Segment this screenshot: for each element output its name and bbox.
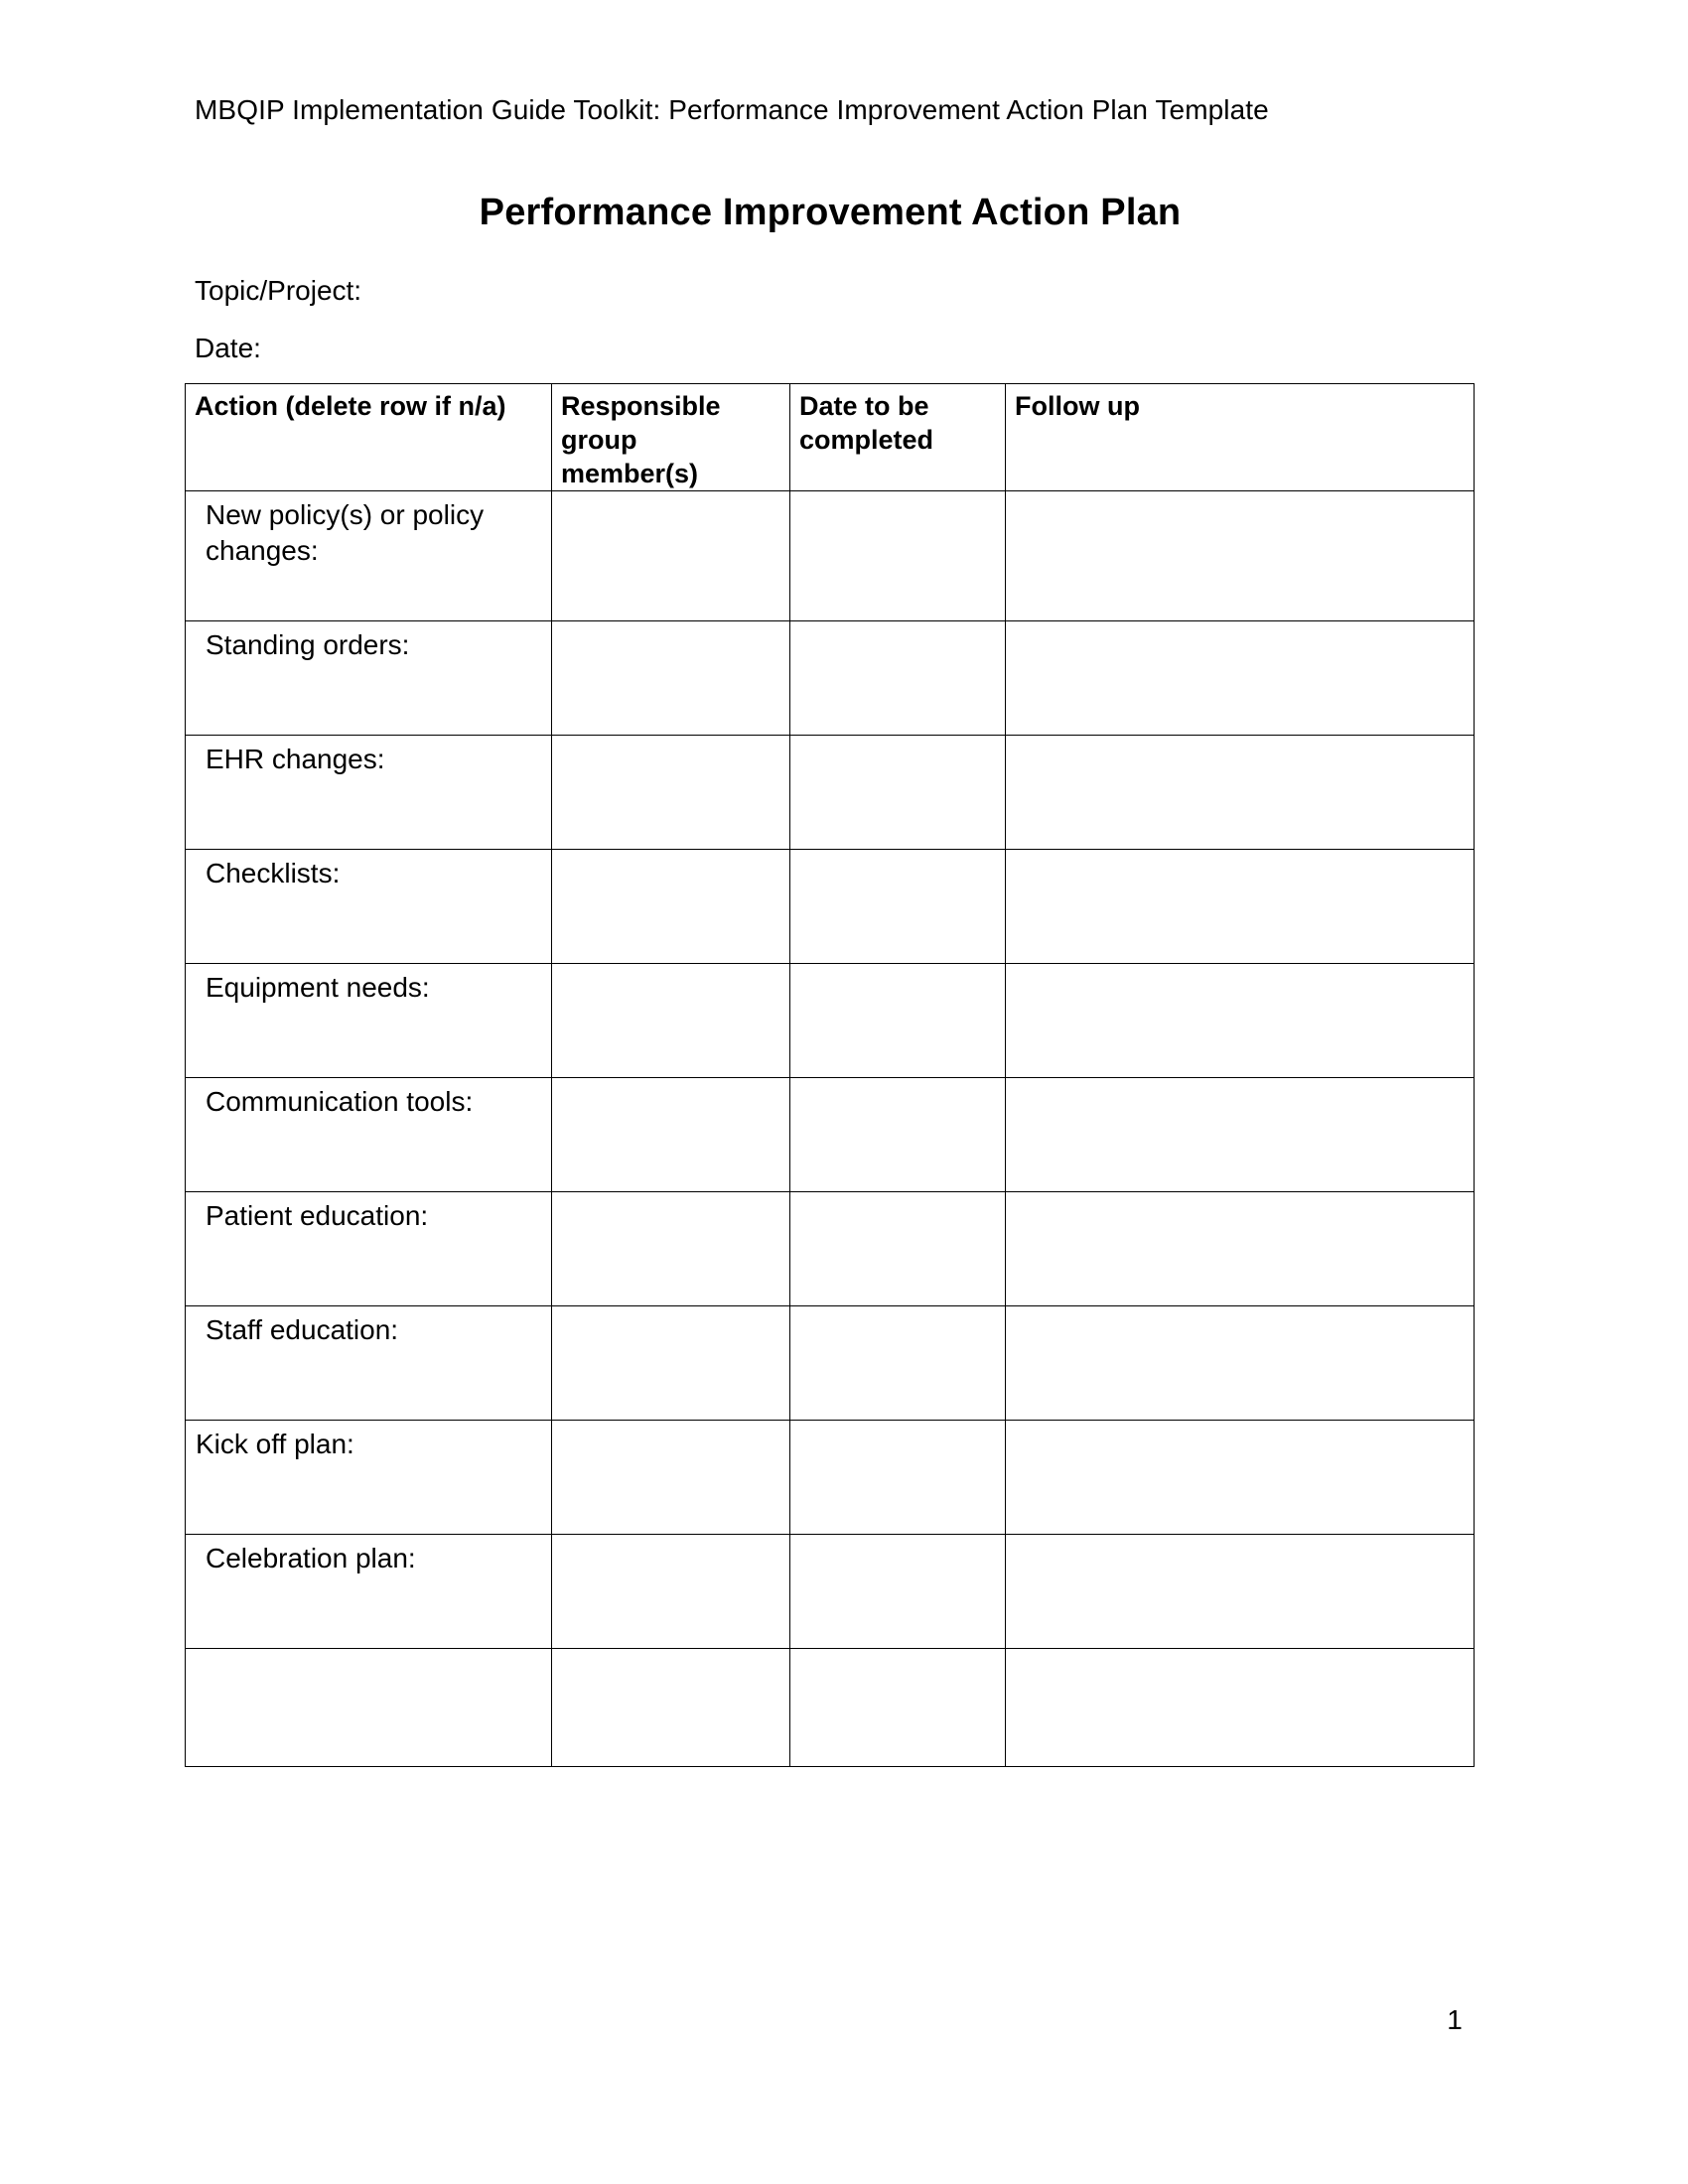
field-date-label: Date: [195, 333, 261, 363]
cell-date[interactable] [790, 1192, 1006, 1306]
column-header-responsible-group-members-label: Responsible group member(s) [561, 391, 721, 488]
cell-followup[interactable] [1006, 1421, 1475, 1535]
cell-date-value [790, 1078, 1005, 1084]
cell-action[interactable] [186, 850, 552, 964]
cell-followup[interactable] [1006, 964, 1475, 1078]
table-row [186, 621, 1475, 736]
cell-followup[interactable] [1006, 1535, 1475, 1649]
cell-date-value [790, 1306, 1005, 1312]
cell-action-label: Equipment needs: [206, 972, 430, 1003]
cell-responsible-value [552, 1535, 789, 1541]
cell-followup[interactable] [1006, 850, 1475, 964]
cell-action-label [186, 1649, 551, 1655]
page-title: Performance Improvement Action Plan [479, 192, 1182, 233]
cell-action[interactable] [186, 1535, 552, 1649]
field-topic-project-label: Topic/Project: [195, 275, 362, 306]
cell-responsible[interactable] [552, 964, 790, 1078]
cell-action[interactable] [186, 1649, 552, 1767]
cell-date[interactable] [790, 850, 1006, 964]
cell-followup[interactable] [1006, 736, 1475, 850]
cell-date-value [790, 1649, 1005, 1655]
cell-followup-value [1006, 1078, 1474, 1084]
cell-responsible-value [552, 1192, 789, 1198]
cell-date-value [790, 1421, 1005, 1427]
column-header-date-to-be-completed [790, 384, 1006, 491]
cell-date[interactable] [790, 736, 1006, 850]
cell-action-label: Checklists: [206, 858, 341, 888]
cell-date[interactable] [790, 1535, 1006, 1649]
cell-responsible[interactable] [552, 1649, 790, 1767]
cell-date-value [790, 850, 1005, 856]
cell-responsible-value [552, 491, 789, 497]
cell-action-label: Standing orders: [206, 629, 410, 660]
column-header-responsible-group-members [552, 384, 790, 491]
cell-action[interactable] [186, 1078, 552, 1192]
column-header-action-label: Action (delete row if n/a) [195, 391, 506, 421]
table-row [186, 491, 1475, 621]
page-number: 1 [1447, 2004, 1463, 2035]
cell-followup-value [1006, 491, 1474, 497]
cell-date-value [790, 491, 1005, 497]
cell-date-value [790, 736, 1005, 742]
cell-responsible[interactable] [552, 1306, 790, 1421]
cell-responsible-value [552, 1078, 789, 1084]
table-row [186, 850, 1475, 964]
cell-responsible-value [552, 1421, 789, 1427]
cell-responsible[interactable] [552, 1078, 790, 1192]
cell-action-label: EHR changes: [206, 744, 385, 774]
table-header-row [186, 384, 1475, 491]
cell-responsible-value [552, 1649, 789, 1655]
table-row [186, 1421, 1475, 1535]
table-row [186, 1192, 1475, 1306]
cell-responsible-value [552, 736, 789, 742]
cell-followup-value [1006, 1306, 1474, 1312]
cell-followup-value [1006, 1649, 1474, 1655]
cell-action-label: Communication tools: [206, 1086, 474, 1117]
cell-responsible-value [552, 850, 789, 856]
cell-date[interactable] [790, 1649, 1006, 1767]
table-row [186, 1649, 1475, 1767]
cell-date-value [790, 621, 1005, 627]
cell-followup[interactable] [1006, 621, 1475, 736]
cell-date-value [790, 1192, 1005, 1198]
cell-responsible[interactable] [552, 621, 790, 736]
cell-followup-value [1006, 1535, 1474, 1541]
table-row [186, 1535, 1475, 1649]
cell-action[interactable] [186, 964, 552, 1078]
cell-date[interactable] [790, 1078, 1006, 1192]
cell-date-value [790, 964, 1005, 970]
cell-followup[interactable] [1006, 491, 1475, 621]
column-header-follow-up-label: Follow up [1015, 391, 1140, 421]
cell-followup[interactable] [1006, 1306, 1475, 1421]
cell-responsible-value [552, 621, 789, 627]
cell-responsible-value [552, 964, 789, 970]
cell-responsible[interactable] [552, 491, 790, 621]
cell-responsible[interactable] [552, 1421, 790, 1535]
cell-followup-value [1006, 1192, 1474, 1198]
running-header: MBQIP Implementation Guide Toolkit: Performance Improvement Action Plan Template [195, 94, 1269, 125]
cell-action-label: Patient education: [206, 1200, 429, 1231]
column-header-follow-up [1006, 384, 1475, 491]
field-topic-project [195, 273, 361, 309]
cell-followup[interactable] [1006, 1192, 1475, 1306]
table-row [186, 1306, 1475, 1421]
cell-date-value [790, 1535, 1005, 1541]
table-row [186, 1078, 1475, 1192]
column-header-date-to-be-completed-label: Date to be completed [799, 391, 934, 455]
cell-date[interactable] [790, 1421, 1006, 1535]
cell-followup[interactable] [1006, 1649, 1475, 1767]
cell-responsible-value [552, 1306, 789, 1312]
cell-followup[interactable] [1006, 1078, 1475, 1192]
cell-action[interactable] [186, 621, 552, 736]
cell-date[interactable] [790, 1306, 1006, 1421]
cell-date[interactable] [790, 491, 1006, 621]
field-date [195, 331, 261, 366]
cell-action[interactable] [186, 736, 552, 850]
column-header-action [186, 384, 552, 491]
cell-action[interactable] [186, 1421, 552, 1535]
cell-responsible[interactable] [552, 1192, 790, 1306]
cell-followup-value [1006, 1421, 1474, 1427]
action-plan-table [185, 383, 1475, 1767]
cell-followup-value [1006, 736, 1474, 742]
cell-action-label: Staff education: [206, 1314, 399, 1345]
cell-date[interactable] [790, 964, 1006, 1078]
cell-action-label: Celebration plan: [206, 1543, 416, 1573]
cell-responsible[interactable] [552, 736, 790, 850]
table-row [186, 736, 1475, 850]
table-row [186, 964, 1475, 1078]
cell-responsible[interactable] [552, 850, 790, 964]
cell-action-label: Kick off plan: [196, 1429, 354, 1459]
cell-followup-value [1006, 850, 1474, 856]
cell-action[interactable] [186, 1192, 552, 1306]
cell-action-label: New policy(s) or policy changes: [206, 499, 485, 566]
cell-followup-value [1006, 964, 1474, 970]
cell-followup-value [1006, 621, 1474, 627]
cell-date[interactable] [790, 621, 1006, 736]
cell-action[interactable] [186, 1306, 552, 1421]
cell-responsible[interactable] [552, 1535, 790, 1649]
cell-action[interactable] [186, 491, 552, 621]
